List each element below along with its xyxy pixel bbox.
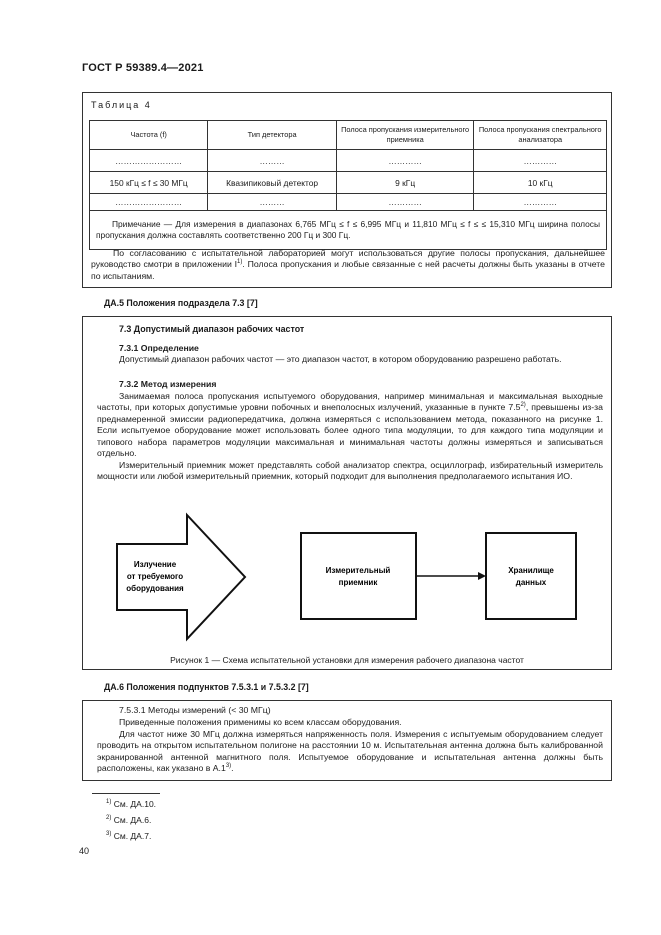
storage-label-line: Хранилище <box>508 566 554 575</box>
table-note: Примечание — Для измерения в диапазонах 6,765 МГц ≤ f ≤ 6,995 МГц и 11,810 МГц ≤ f ≤ ≤ 15,310 МГц ширина полосы пропускания должна составлять соответственно 200 Гц и 300 Гц. <box>90 211 607 250</box>
figure-1-diagram <box>83 507 611 647</box>
paragraph-text: Занимаемая полоса пропускания испытуемого оборудования, например минимальная и максимальная выходные частоты, при которых допустимые уровни побочных и внеполосных излучений, указанные в пункте 7.5 <box>97 391 603 413</box>
da6-frame <box>82 700 612 781</box>
document-header: ГОСТ Р 59389.4—2021 <box>82 62 204 74</box>
table-cell: ……… <box>208 150 336 172</box>
table-cell: 10 кГц <box>474 172 607 194</box>
footnote <box>106 829 151 844</box>
footnote-text: См. ДА.7. <box>113 831 152 841</box>
heading-7-5-3-1: 7.5.3.1 Методы измерений (< 30 МГц) <box>119 705 271 715</box>
table4-caption: Таблица 4 <box>91 100 152 110</box>
footnote-mark: 3) <box>106 831 112 838</box>
receiver-label-line: приемник <box>338 578 378 587</box>
table4 <box>89 120 607 250</box>
table-cell: …………………… <box>90 150 208 172</box>
table-row <box>90 172 607 194</box>
footnote-text: См. ДА.6. <box>113 815 152 825</box>
connector-arrowhead <box>478 572 486 580</box>
table-row <box>90 150 607 172</box>
paragraph-measurement <box>97 729 603 775</box>
table4-paragraph <box>91 248 605 282</box>
footnote-mark: 2) <box>106 815 112 822</box>
paragraph-text: . Полоса пропускания и любые связанные с ней расчеты должны быть указаны в отчете по испытаниям. <box>91 259 605 281</box>
table-cell: ………… <box>336 150 474 172</box>
footnote-ref: 1) <box>237 259 243 266</box>
page-number: 40 <box>79 846 90 856</box>
table-cell: Квазипиковый детектор <box>208 172 336 194</box>
footnote <box>106 813 151 828</box>
receiver-box <box>301 533 416 619</box>
table-cell: …………………… <box>90 194 208 211</box>
arrow-label-line: от требуемого <box>126 572 184 581</box>
footnote <box>106 797 156 812</box>
heading-7-3-1: 7.3.1 Определение <box>119 343 199 353</box>
paragraph-7-3-2-b: Измерительный приемник может представлять собой анализатор спектра, осциллограф, избирательный измеритель мощности или любой измерительный приемник, который подходит для выполнения предполагаемого испытания ИО. <box>97 460 603 482</box>
arrow-label-line: оборудования <box>126 584 184 593</box>
paragraph-applicability: Приведенные положения применимы ко всем классам оборудования. <box>119 717 402 727</box>
footnote-separator <box>92 793 160 794</box>
table4-frame <box>82 92 612 288</box>
table-cell: 9 кГц <box>336 172 474 194</box>
storage-box <box>486 533 576 619</box>
paragraph-text: По согласованию с испытательной лабораторией могут использоваться другие полосы пропускания, дальнейшее руководство смотри в приложении I <box>91 248 605 270</box>
table-header-cell: Полоса пропускания спектрального анализатора <box>474 121 607 150</box>
da5-frame <box>82 316 612 670</box>
storage-label-line: данных <box>515 578 547 587</box>
table-note-row <box>90 211 607 250</box>
footnote-ref: 3) <box>225 763 232 770</box>
footnote-mark: 1) <box>106 799 112 806</box>
table-cell: 150 кГц ≤ f ≤ 30 МГц <box>90 172 208 194</box>
table-row <box>90 194 607 211</box>
table-header-cell: Полоса пропускания измерительного приемника <box>336 121 474 150</box>
table-header-row <box>90 121 607 150</box>
paragraph-text: , превышены из-за преднамеренной эмиссии радиопередатчика, должна измеряться с использованием метода, показанного на рисунке 1. Если испытуемое оборудование может использовать более одного типа модуляции, то для каждого типа модуляции и типового набора параметров модуляции максимальная и минимальная частоты должны измеряться и записываться отдельно. <box>97 402 603 459</box>
table-cell: ……… <box>208 194 336 211</box>
table-header-cell: Частота (f) <box>90 121 208 150</box>
table-cell: ………… <box>336 194 474 211</box>
arrow-label-line: Излучение <box>133 560 177 569</box>
section-title-da6: ДА.6 Положения подпунктов 7.5.3.1 и 7.5.3.2 [7] <box>104 682 309 692</box>
table-cell: ………… <box>474 194 607 211</box>
heading-7-3: 7.3 Допустимый диапазон рабочих частот <box>119 324 305 334</box>
paragraph-7-3-2-a <box>97 391 603 459</box>
heading-7-3-2: 7.3.2 Метод измерения <box>119 379 217 389</box>
paragraph-text: Для частот ниже 30 МГц должна измеряться напряженность поля. Измерения с испытуемым оборудованием следует проводить на открытом испытательном полигоне на расстоянии 10 м. Испытательная антенна должна быть калиброванной экранированной антенной магнитного поля. Испытуемое оборудование и испытательная антенна должны быть расположены, как указано в А.1 <box>97 729 603 774</box>
paragraph-text: . <box>231 763 234 774</box>
table-cell: ………… <box>474 150 607 172</box>
table-header-cell: Тип детектора <box>208 121 336 150</box>
footnote-text: См. ДА.10. <box>113 799 157 809</box>
footnote-ref: 2) <box>520 402 526 409</box>
paragraph-7-3-1: Допустимый диапазон рабочих частот — это диапазон частот, в котором оборудованию разрешено работать. <box>119 354 562 364</box>
section-title-da5: ДА.5 Положения подраздела 7.3 [7] <box>104 298 258 308</box>
figure-caption: Рисунок 1 — Схема испытательной установки для измерения рабочего диапазона частот <box>170 655 524 665</box>
receiver-label-line: Измерительный <box>325 566 391 575</box>
